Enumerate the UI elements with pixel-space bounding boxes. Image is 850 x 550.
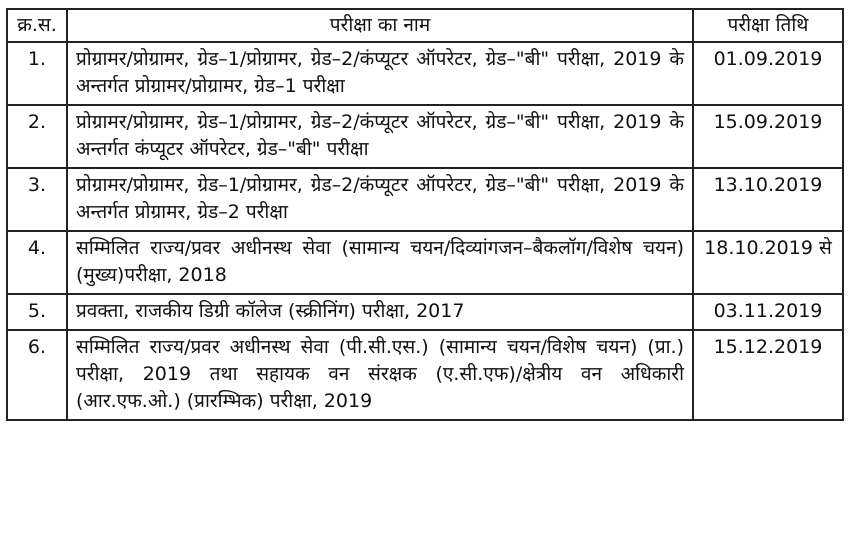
table-row	[7, 330, 843, 420]
row-exam-date: 15.09.2019	[693, 105, 843, 168]
row-exam-date: 01.09.2019	[693, 42, 843, 105]
row-serial: 6.	[7, 330, 67, 420]
row-exam-name: प्रवक्ता, राजकीय डिग्री कॉलेज (स्क्रीनिंग) परीक्षा, 2017	[67, 294, 693, 330]
row-serial: 5.	[7, 294, 67, 330]
table-row	[7, 105, 843, 168]
table-row	[7, 294, 843, 330]
row-serial: 2.	[7, 105, 67, 168]
row-exam-name: सम्मिलित राज्य/प्रवर अधीनस्थ सेवा (पी.सी.एस.) (सामान्य चयन/विशेष चयन) (प्रा.) परीक्षा, 2019 तथा सहायक वन संरक्षक (ए.सी.एफ)/क्षेत्रीय वन अधिकारी (आर.एफ.ओ.) (प्रारम्भिक) परीक्षा, 2019	[67, 330, 693, 420]
row-exam-date: 15.12.2019	[693, 330, 843, 420]
row-exam-date: 13.10.2019	[693, 168, 843, 231]
row-exam-name: प्रोग्रामर/प्रोग्रामर, ग्रेड–1/प्रोग्रामर, ग्रेड–2/कंप्यूटर ऑपरेटर, ग्रेड–"बी" परीक्षा, 2019 के अन्तर्गत प्रोग्रामर, ग्रेड–2 परीक्षा	[67, 168, 693, 231]
exam-schedule	[6, 8, 842, 421]
header-exam-name: परीक्षा का नाम	[67, 9, 693, 42]
table-row	[7, 168, 843, 231]
header-exam-date: परीक्षा तिथि	[693, 9, 843, 42]
exam-schedule-table	[6, 8, 844, 421]
row-exam-name: प्रोग्रामर/प्रोग्रामर, ग्रेड–1/प्रोग्रामर, ग्रेड–2/कंप्यूटर ऑपरेटर, ग्रेड–"बी" परीक्षा, 2019 के अन्तर्गत प्रोग्रामर/प्रोग्रामर, ग्रेड–1 परीक्षा	[67, 42, 693, 105]
header-row	[7, 9, 843, 42]
table-row	[7, 231, 843, 294]
row-serial: 4.	[7, 231, 67, 294]
row-serial: 1.	[7, 42, 67, 105]
table-row	[7, 42, 843, 105]
row-exam-date: 18.10.2019 से	[693, 231, 843, 294]
row-exam-name: सम्मिलित राज्य/प्रवर अधीनस्थ सेवा (सामान्य चयन/दिव्यांगजन–बैकलॉग/विशेष चयन) (मुख्य)परीक्षा, 2018	[67, 231, 693, 294]
header-serial: क्र.स.	[7, 9, 67, 42]
row-exam-date: 03.11.2019	[693, 294, 843, 330]
row-serial: 3.	[7, 168, 67, 231]
row-exam-name: प्रोग्रामर/प्रोग्रामर, ग्रेड–1/प्रोग्रामर, ग्रेड–2/कंप्यूटर ऑपरेटर, ग्रेड–"बी" परीक्षा, 2019 के अन्तर्गत कंप्यूटर ऑपरेटर, ग्रेड–"बी" परीक्षा	[67, 105, 693, 168]
